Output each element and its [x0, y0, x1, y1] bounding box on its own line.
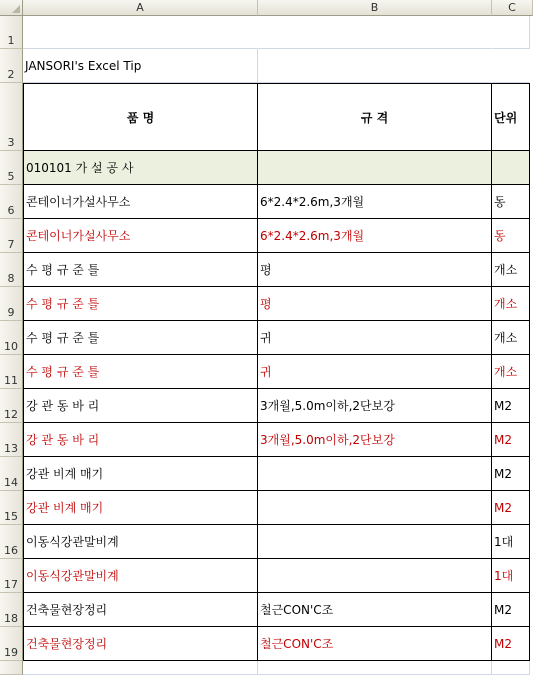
column-header-a[interactable]: A — [23, 0, 258, 16]
row-header[interactable]: 5 — [0, 151, 23, 185]
cell-a[interactable]: 콘테이너가설사무소 — [23, 185, 258, 219]
cell-a[interactable]: 강관 비계 매기 — [23, 491, 258, 525]
row-header[interactable]: 2 — [0, 49, 23, 83]
cell-b[interactable] — [258, 16, 492, 49]
cell-a[interactable]: 이동식강관말비계 — [23, 525, 258, 559]
cell-c[interactable]: 동 — [492, 185, 530, 219]
cell-c[interactable]: 1대 — [492, 525, 530, 559]
row-header[interactable]: 16 — [0, 525, 23, 559]
cell-b[interactable] — [258, 49, 492, 83]
cell-c[interactable]: M2 — [492, 593, 530, 627]
cell-a[interactable]: 수 평 규 준 틀 — [23, 287, 258, 321]
column-header-c[interactable]: C — [492, 0, 533, 16]
cell-b[interactable] — [258, 661, 492, 675]
cell-a[interactable] — [23, 16, 258, 49]
row-header[interactable]: 6 — [0, 185, 23, 219]
cell-a[interactable]: 강 관 동 바 리 — [23, 423, 258, 457]
cell-c[interactable]: 동 — [492, 219, 530, 253]
cell-b[interactable] — [258, 559, 492, 593]
row-header[interactable]: 10 — [0, 321, 23, 355]
cell-a[interactable]: 건축물현장정리 — [23, 593, 258, 627]
cell-c[interactable]: 개소 — [492, 287, 530, 321]
row-header[interactable] — [0, 661, 23, 675]
cell-a[interactable]: 수 평 규 준 틀 — [23, 253, 258, 287]
cell-a[interactable]: JANSORI's Excel Tip — [23, 49, 258, 83]
cell-c[interactable]: M2 — [492, 457, 530, 491]
cell-b[interactable]: 귀 — [258, 355, 492, 389]
row-header[interactable]: 3 — [0, 83, 23, 151]
cell-b[interactable]: 평 — [258, 253, 492, 287]
row-header[interactable]: 9 — [0, 287, 23, 321]
cell-a[interactable]: 수 평 규 준 틀 — [23, 321, 258, 355]
row-header[interactable]: 19 — [0, 627, 23, 661]
cell-a[interactable]: 이동식강관말비계 — [23, 559, 258, 593]
cell-a[interactable]: 품 명 — [23, 83, 258, 151]
cell-b[interactable] — [258, 525, 492, 559]
cell-b[interactable] — [258, 151, 492, 185]
cell-c[interactable]: 개소 — [492, 355, 530, 389]
row-header[interactable]: 11 — [0, 355, 23, 389]
row-header[interactable]: 18 — [0, 593, 23, 627]
cell-c[interactable] — [492, 49, 530, 83]
cell-a[interactable]: 강 관 동 바 리 — [23, 389, 258, 423]
cell-b[interactable]: 철근CON'C조 — [258, 593, 492, 627]
cell-b[interactable]: 6*2.4*2.6m,3개월 — [258, 185, 492, 219]
row-header[interactable]: 8 — [0, 253, 23, 287]
select-all-triangle-icon — [12, 5, 20, 13]
cell-b[interactable]: 3개월,5.0m이하,2단보강 — [258, 389, 492, 423]
cell-c[interactable]: 단위 — [492, 83, 530, 151]
cell-c[interactable]: M2 — [492, 389, 530, 423]
row-header[interactable]: 7 — [0, 219, 23, 253]
cell-a[interactable]: 수 평 규 준 틀 — [23, 355, 258, 389]
cell-c[interactable] — [492, 151, 530, 185]
cell-b[interactable]: 철근CON'C조 — [258, 627, 492, 661]
cell-c[interactable]: 개소 — [492, 321, 530, 355]
row-header[interactable]: 1 — [0, 16, 23, 49]
row-header[interactable]: 13 — [0, 423, 23, 457]
cell-a[interactable]: 010101 가 설 공 사 — [23, 151, 258, 185]
column-header-b[interactable]: B — [258, 0, 492, 16]
cell-c[interactable] — [492, 661, 530, 675]
cell-c[interactable]: M2 — [492, 627, 530, 661]
cell-b[interactable]: 귀 — [258, 321, 492, 355]
cell-b[interactable] — [258, 491, 492, 525]
cell-a[interactable]: 강관 비계 매기 — [23, 457, 258, 491]
cell-a[interactable]: 건축물현장정리 — [23, 627, 258, 661]
cell-c[interactable]: M2 — [492, 423, 530, 457]
row-header[interactable]: 14 — [0, 457, 23, 491]
row-header[interactable]: 17 — [0, 559, 23, 593]
cell-c[interactable]: 1대 — [492, 559, 530, 593]
cell-a[interactable] — [23, 661, 258, 675]
select-all-corner[interactable] — [0, 0, 23, 16]
cell-b[interactable]: 평 — [258, 287, 492, 321]
cell-c[interactable] — [492, 16, 530, 49]
row-header[interactable]: 15 — [0, 491, 23, 525]
cell-c[interactable]: 개소 — [492, 253, 530, 287]
row-header[interactable]: 12 — [0, 389, 23, 423]
cell-c[interactable]: M2 — [492, 491, 530, 525]
cell-b[interactable]: 6*2.4*2.6m,3개월 — [258, 219, 492, 253]
cell-b[interactable]: 규 격 — [258, 83, 492, 151]
cell-b[interactable]: 3개월,5.0m이하,2단보강 — [258, 423, 492, 457]
cell-a[interactable]: 콘테이너가설사무소 — [23, 219, 258, 253]
cell-b[interactable] — [258, 457, 492, 491]
